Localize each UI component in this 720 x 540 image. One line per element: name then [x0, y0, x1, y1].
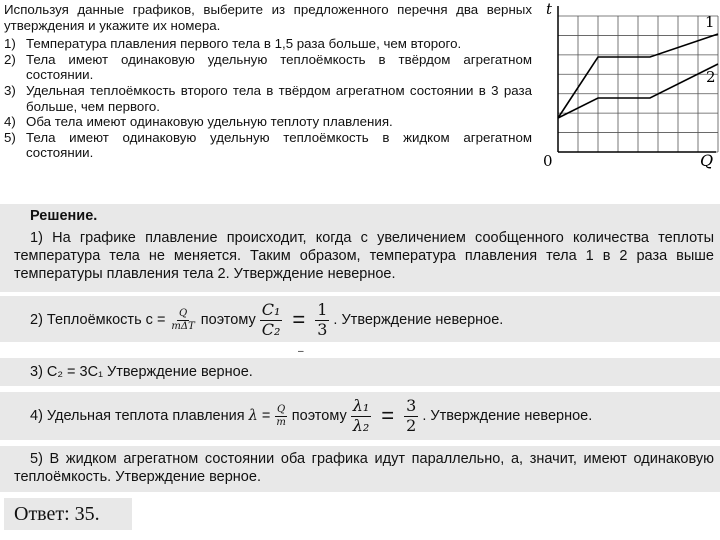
- line-1-label: 1: [705, 13, 715, 31]
- fraction-q-over-mdt: $\frac{Q}{\text{mΔT}}$: [171, 308, 195, 332]
- task-intro: Используя данные графиков, выберите из предложенного перечня два верных утверждения и укажите их номера.: [4, 2, 532, 33]
- fraction-l1-over-l2: $\frac{\text{λ₁}}{\text{λ₂}}$: [352, 396, 370, 435]
- fraction-c1-over-c2: $\frac{\text{C₁}}{\text{C₂}}$: [261, 300, 281, 339]
- solution-p3: 3) C₂ = 3C₁ Утверждение верное.: [30, 364, 253, 380]
- option-5: 5) Тела имеют одинаковую удельную теплоёмкость в жидком агрегатном состоянии.: [4, 129, 532, 161]
- answer-box: Ответ: 35.: [4, 498, 132, 530]
- option-4: 4) Оба тела имеют одинаковую удельную теплоту плавления.: [4, 114, 393, 130]
- solution-p4: 4) Удельная теплота плавления λ = $\frac{Q}{m}$ поэтому $\frac{\text{λ₁}}{\text{λ₂}}$ = $\frac{3}{2}$ . Утверждение неверное.: [30, 396, 593, 435]
- graph-grid: [558, 16, 718, 152]
- fraction-1-over-3: $\frac{1}{3}$: [317, 300, 328, 339]
- temperature-heat-graph: [534, 0, 720, 172]
- task-text: [4, 2, 532, 161]
- solution-p5: 5) В жидком агрегатном состоянии оба графика идут параллельно, а, значит, имеют одинаковую теплоёмкость. Утверждение верное.: [14, 451, 714, 485]
- fraction-q-over-m: $\frac{Q}{m}$: [276, 404, 286, 428]
- origin-label: 0: [543, 152, 553, 170]
- dash-mark: –: [298, 346, 304, 357]
- y-axis-label: t: [546, 0, 553, 18]
- solution-heading: Решение.: [30, 208, 98, 224]
- fraction-3-over-2: $\frac{3}{2}$: [406, 396, 417, 435]
- solution-p2: 2) Теплоёмкость c = $\frac{Q}{\text{mΔT}}$ поэтому $\frac{\text{C₁}}{\text{C₂}}$ = $\frac{1}{3}$ . Утверждение неверное.: [30, 300, 504, 339]
- x-axis-label: Q: [700, 151, 714, 170]
- option-3: 3) Удельная теплоёмкость второго тела в твёрдом агрегатном состоянии в 3 раза больше, чем первого.: [4, 82, 532, 114]
- line-2-label: 2: [706, 68, 716, 86]
- option-2: 2) Тела имеют одинаковую удельную теплоёмкость в твёрдом агрегатном состоянии.: [4, 51, 532, 83]
- option-1: 1) Температура плавления первого тела в 1,5 раза больше, чем второго.: [4, 36, 462, 52]
- solution-p1: 1) На графике плавление происходит, когда с увеличением сообщенного количества теплоты температура тела не меняется. Таким образом, температура плавления тела 1 в 2 раза выше температуры плавления тела 2. Утверждение неверное.: [14, 230, 714, 282]
